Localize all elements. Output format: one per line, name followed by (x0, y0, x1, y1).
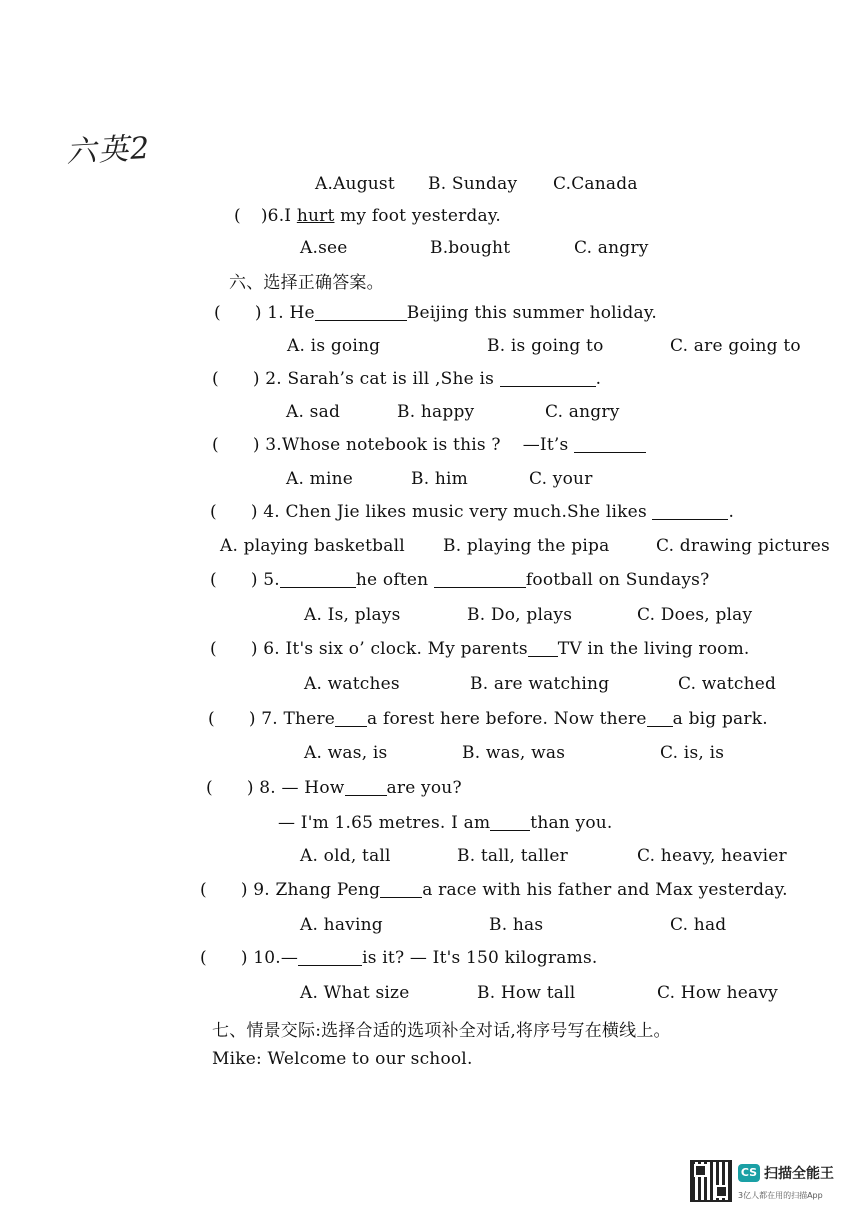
question-text: Beijing this summer holiday. (406, 303, 658, 323)
option-c: C. your (529, 469, 593, 489)
option-a: A. Is, plays (304, 605, 401, 625)
q6-option-c: C. angry (574, 238, 649, 258)
option-b: B. playing the pipa (443, 536, 610, 556)
question-text: is it? — It's 150 kilograms. (362, 948, 598, 968)
option-b: B. was, was (462, 743, 566, 763)
option-c: C. is, is (660, 743, 725, 763)
scanner-tagline: 3亿人都在用的扫描App (738, 1191, 823, 1200)
question-label: ) 4. Chen Jie likes music very much.She likes (250, 502, 647, 522)
option-a: A. having (300, 915, 383, 935)
paren: ( (210, 570, 217, 590)
section6-title: 六、选择正确答案。 (229, 273, 384, 293)
qr-code (690, 1160, 732, 1202)
paren: ( (212, 369, 219, 389)
q6-underlined-word: hurt (296, 206, 335, 226)
q5-option-a: A.August (315, 174, 395, 194)
question-text: are you? (386, 778, 462, 798)
q5-option-b: B. Sunday (428, 174, 518, 194)
option-a: A. was, is (304, 743, 388, 763)
option-a: A. watches (304, 674, 400, 694)
question-text: . (728, 502, 735, 522)
paren: ( (208, 709, 215, 729)
question-label: ) 2. Sarah’s cat is ill ,She is (252, 369, 495, 389)
option-c: C. Does, play (637, 605, 753, 625)
option-c: C. had (670, 915, 727, 935)
answer-blank[interactable] (298, 948, 362, 966)
question-3 (212, 435, 646, 455)
question-1 (214, 303, 657, 323)
paren: ( (234, 206, 241, 226)
option-a: A. What size (300, 983, 410, 1003)
option-b: B. tall, taller (457, 846, 568, 866)
question-8 (206, 778, 462, 798)
paren: ( (210, 502, 217, 522)
handwritten-title: 六英2 (65, 130, 153, 171)
option-c: C. are going to (670, 336, 801, 356)
question-text: —It’s (522, 435, 569, 455)
option-b: B. How tall (477, 983, 576, 1003)
question-label: ) 10.— (240, 948, 299, 968)
question-8-line-2 (278, 813, 613, 833)
question-label: ) 9. Zhang Peng (240, 880, 381, 900)
question-7 (208, 709, 768, 729)
answer-blank[interactable] (345, 778, 387, 796)
dialogue-line: Mike: Welcome to our school. (212, 1049, 473, 1069)
option-a: A. old, tall (300, 846, 391, 866)
question-text: TV in the living room. (557, 639, 750, 659)
paren: ( (206, 778, 213, 798)
answer-blank[interactable] (647, 709, 673, 727)
question-label: ) 8. — How (246, 778, 345, 798)
q6-rest: my foot yesterday. (334, 206, 501, 226)
question-label: ) 7. There (248, 709, 336, 729)
question-5 (210, 570, 709, 590)
question-text: — I'm 1.65 metres. I am (278, 813, 491, 833)
paren: ( (210, 639, 217, 659)
scanner-app-name: 扫描全能王 (764, 1166, 834, 1182)
paren: ( (200, 948, 207, 968)
option-b: B. are watching (470, 674, 610, 694)
question-10 (200, 948, 597, 968)
q6-prefix: )6.I (260, 206, 297, 226)
option-a: A. playing basketball (220, 536, 405, 556)
camscanner-logo: CS (738, 1164, 760, 1182)
question-text: a big park. (672, 709, 768, 729)
answer-blank[interactable] (500, 369, 596, 387)
q6-option-a: A.see (300, 238, 348, 258)
option-c: C. angry (545, 402, 620, 422)
answer-blank[interactable] (380, 880, 422, 898)
q6-option-b: B.bought (430, 238, 511, 258)
answer-blank[interactable] (335, 709, 367, 727)
answer-blank[interactable] (490, 813, 530, 831)
option-a: A. mine (286, 469, 354, 489)
answer-blank[interactable] (280, 570, 356, 588)
option-b: B. happy (397, 402, 475, 422)
option-a: A. sad (286, 402, 341, 422)
question-label: ) 6. It's six o’ clock. My parents (250, 639, 528, 659)
answer-blank[interactable] (528, 639, 558, 657)
question-9 (200, 880, 788, 900)
question-label: ) 5. (250, 570, 280, 590)
option-c: C. watched (678, 674, 777, 694)
option-c: C. drawing pictures (656, 536, 830, 556)
answer-blank[interactable] (434, 570, 526, 588)
option-c: C. How heavy (657, 983, 778, 1003)
question-text: . (595, 369, 602, 389)
question-text: a forest here before. Now there (367, 709, 647, 729)
option-b: B. is going to (487, 336, 604, 356)
answer-blank[interactable] (315, 303, 407, 321)
question-text: football on Sundays? (525, 570, 710, 590)
q5-option-c: C.Canada (553, 174, 638, 194)
paren: ( (200, 880, 207, 900)
option-b: B. Do, plays (467, 605, 573, 625)
question-label: ) 1. He (254, 303, 315, 323)
paren: ( (212, 435, 219, 455)
question-6 (210, 639, 750, 659)
option-b: B. has (489, 915, 544, 935)
question-text: he often (355, 570, 429, 590)
section7-title: 七、情景交际:选择合适的选项补全对话,将序号写在横线上。 (212, 1021, 671, 1041)
option-c: C. heavy, heavier (637, 846, 787, 866)
q6-question (234, 206, 501, 226)
question-4 (210, 502, 734, 522)
paren: ( (214, 303, 221, 323)
answer-blank[interactable] (574, 435, 646, 453)
answer-blank[interactable] (652, 502, 728, 520)
question-text: a race with his father and Max yesterday. (422, 880, 788, 900)
question-text: than you. (530, 813, 613, 833)
question-2 (212, 369, 601, 389)
option-b: B. him (411, 469, 469, 489)
option-a: A. is going (287, 336, 381, 356)
question-label: ) 3.Whose notebook is this ? (252, 435, 501, 455)
